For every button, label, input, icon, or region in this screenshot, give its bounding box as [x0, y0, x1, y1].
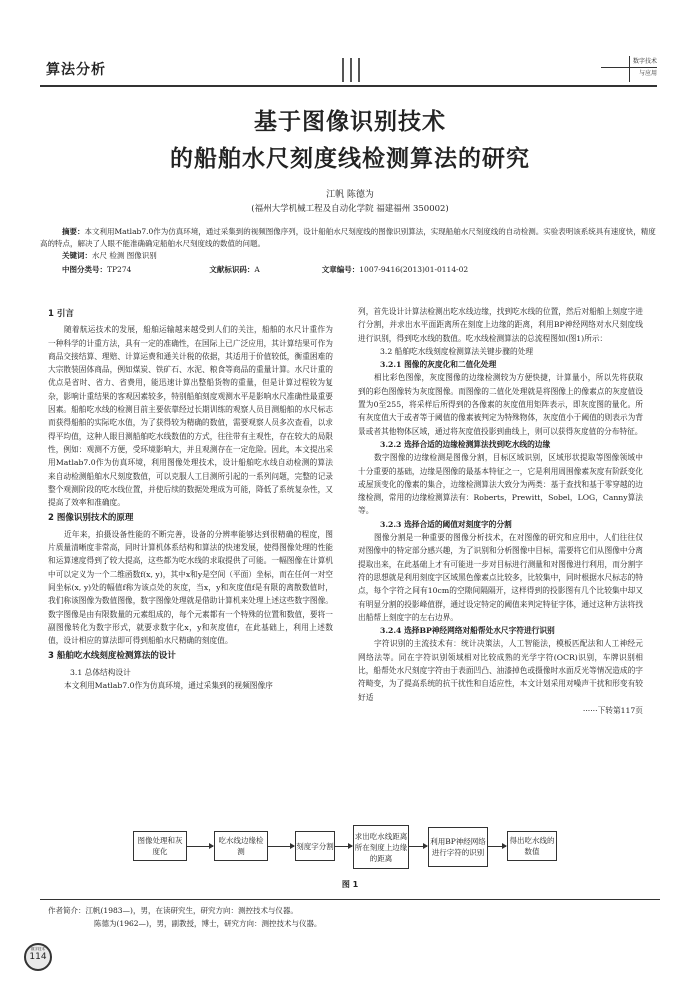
section-3-1-heading: 3.1 总体结构设计	[70, 667, 131, 677]
author-bio-1: 作者简介：江帆(1983—)，男，在读研究生，研究方向：测控技术与仪器。	[48, 906, 298, 915]
clc-value: TP274	[107, 265, 132, 274]
section-3-2-heading: 3.2 船舶吃水线刻度检测算法关键步骤的处理	[380, 346, 534, 356]
page-number: 114	[29, 952, 47, 962]
flow-step-3: 刻度字分割	[295, 831, 335, 861]
section-3-2-1-paragraph: 相比彩色图像，灰度图像的边缘检测较为方便快捷，计算量小，所以先将获取到的彩色图像转为灰度图像。而图像的二值化处理就是将图像上的像素点的灰度值设置为0至255，将采样后所得到的各像素的灰度值用矩阵表示，即灰度图的量化。所有灰度值大于或者等于阈值的像素被判定为特殊物体，灰度值小于阈值的则表示为背景或者其他物体区域，通过将灰度值投影到曲线上，则可以获得灰度值的分布特征。	[358, 373, 643, 436]
section-2-heading: 2 图像识别技术的原理	[48, 513, 134, 524]
flow-step-4: 求出吃水线距离所在刻度上边缘的距离	[353, 825, 409, 869]
keywords	[62, 250, 157, 261]
section-3-heading: 3 船舶吃水线刻度检测算法的设计	[48, 651, 176, 662]
keywords-label: 关键词：	[62, 251, 92, 260]
continued-note: ······下转第117页	[582, 705, 643, 715]
flowchart	[0, 823, 700, 871]
flow-arrow	[187, 846, 213, 847]
flow-step-1: 图像处理和灰度化	[133, 831, 187, 861]
section-1-heading: 1 引言	[48, 309, 74, 319]
section-2-paragraph: 近年来，拍摄设备性能的不断完善，设备的分辨率能够达到很精确的程度，图片质量清晰度非常高，同时计算机体系结构和算法的快速发展，使得图像处理的性能和运算速度得到了较大提高，这些都为吃水线的求取提供了可能。一幅图像在计算机中可以定义为一个二维函数f(x, y)，其中x和y是空间（平面）坐标，而在任何一对空间坐标(x, y)处的幅值f称为该点处的灰度，当x，y和灰度值f是有限的离散数值时，我们称该图像为数值图像，数字图像处理就是借助计算机来处理上述这些数字图像。数字图像是由有限数量的元素组成的，每个元素都有一个特殊的位置和数值，要将一副图像转化为数字形式，就要求数字化x，y和灰度值f，在此基础上，利用上述数值，设计相应的算法即可得到船舶水尺精确的刻度值。	[48, 529, 333, 646]
affiliation: (福州大学机械工程及自动化学院 福建福州 350002)	[251, 204, 449, 214]
section-3-2-4-paragraph: 字符识别的主流技术有：统计决策法，人工智能法，模板匹配法和人工神经元网络法等。同在字符识别领域相对比较成熟的光学字符(OCR)识别，车牌识别相比，船帮处水尺刻度字符由于表面凹凸、油漆掉色或摄像时水面反光等情况造成的字符畸变，为了提高系统的抗干扰性和自适应性，本文计划采用对噪声干扰和形变有较好适	[358, 639, 643, 702]
flow-step-2: 吃水线边缘检测	[214, 831, 268, 861]
section-3-2-1-heading: 3.2.1 图像的灰度化和二值化处理	[380, 360, 497, 370]
page-badge-label: 数字技术	[31, 947, 45, 951]
header-rule	[40, 85, 657, 87]
page-number-badge	[24, 943, 52, 971]
paper-title-line1: 基于图像识别技术	[254, 108, 446, 135]
flow-arrow	[335, 846, 352, 847]
article-number-label: 文章编号：	[321, 265, 360, 274]
section-3-2-4-heading: 3.2.4 选择BP神经网络对船帮处水尺字符进行识别	[380, 626, 555, 636]
abstract-text: 本文利用Matlab7.0作为仿真环境，通过采集到的视频图像序列，设计船舶水尺刻度线的图像识别算法，实现船舶水尺刻度线的自动检测。实验表明该系统具有速度快，精度高的特点，解决了人眼不能准确确定船舶水尺刻度线的数值的问题。	[40, 227, 656, 248]
keywords-text: 水尺 检测 图像识别	[92, 251, 157, 260]
section-header: 算法分析	[46, 62, 106, 78]
journal-logo	[601, 56, 657, 84]
section-3-2-3-paragraph: 图像分割是一种重要的图像分析技术，在对图像的研究和应用中，人们往往仅对图像中的特定部分感兴趣，为了识别和分析图像中目标，需要将它们从图像中分离提取出来，在此基础上才有可能进一步对目标进行测量和对图像进行利用，而分割字符的思想就是利用刻度字区域黑色像素点比较多，比较集中，同时根据水尺标志的特点，每个字符之间有10cm的空隙间隔隔开，这样得到的投影图有几个比较集中却又有明显分割的投影峰值群，通过设定特定的阈值来判定特征字体，通过这种方法将找出船帮上刻度字的左右边界。	[358, 533, 643, 622]
flow-arrow	[409, 846, 427, 847]
right-column	[358, 305, 643, 717]
abstract-label: 摘要：	[62, 227, 85, 236]
journal-logo-top: 数字技术	[601, 56, 657, 68]
journal-logo-bottom: 与应用	[638, 70, 657, 77]
article-number-value: 1007-9416(2013)01-0114-02	[359, 265, 469, 274]
section-3-1-continued: 列，首先设计计算法检测出吃水线边缘，找到吃水线的位置，然后对船舶上刻度字进行分割，并求出水平面距离所在刻度上边缘的距离，利用BP神经网络对水尺刻度线进行识别，得到吃水线的数值。吃水线检测算法的总流程图如(图1)所示：	[358, 307, 643, 343]
header-decoration-bars	[342, 58, 366, 86]
flow-step-6: 得出吃水线的数值	[507, 831, 557, 861]
figure-caption: 图 1	[341, 880, 359, 889]
footnote-rule	[40, 899, 660, 900]
flow-step-5: 利用BP神经网络进行字符的识别	[428, 827, 488, 867]
author-bio-2: 陈德为(1962—)，男，副教授，博士，研究方向：测控技术与仪器。	[94, 919, 322, 928]
section-3-1-paragraph: 本文利用Matlab7.0作为仿真环境，通过采集到的视频图像序	[64, 681, 273, 691]
article-meta	[62, 264, 622, 275]
section-3-2-2-paragraph: 数字图像的边缘检测是图像分割，目标区域识别，区域形状提取等图像领域中十分重要的基础，边缘是图像的最基本特征之一，它是利用周围像素灰度有阶跃变化或屋顶变化的像素的集合，边缘检测算法大致分为两类：基于查找和基于零穿越的边缘检测，常用的边缘检测算法有：Roberts，Prewitt，Sobel，LOG，Canny算法等。	[358, 453, 643, 516]
clc-label: 中图分类号：	[62, 265, 107, 274]
section-3-2-3-heading: 3.2.3 选择合适的阈值对刻度字的分割	[380, 519, 512, 529]
doc-code-label: 文献标识码：	[209, 265, 255, 274]
section-1-paragraph: 随着航运技术的发展，船舶运输越来越受到人们的关注，船舶的水尺计重作为一种科学的计重方法，具有一定的准确性，在国际上已广泛应用，其计算结果可作为商品交接结算、理赔、计算运费和通关计税的依据，其适用于价值较低，衡重困难的大宗散装固体商品，例如煤炭、铁矿石、水泥、粮食等商品的重量计算。水尺计重的优点是省时、省力、省费用，能迅速计算出整船货物的重量，但是计算过程较为复杂，影响计重结果的客观因素较多，特别船舶刻度观测水平是影响水尺准确性最重要因素。船舶吃水线的检测目前主要依靠经过长期训练的观察人员目测船舶的水尺标志而获得船舶的实际吃水值，为了获得较为精确的数值，需要观察人员多次查看，以求得平均值，这种人眼目测船舶吃水线数值的方式，往往带有主观性，存在较大的局限性，例如：观测不方便，受环境影响大，并且观测存在一定危险。因此，本文提出采用Matlab7.0作为仿真环境，利用图像处理技术，设计船舶吃水线自动检测的算法来自动检测船舶水尺刻度数值，可以克服人工目测所引起的一系列问题，完整的记录整个观测阶段的吃水线位置，并使后续的数据处理成为可能，降低了系统复杂性，又提高了效率和准确度。	[48, 325, 333, 508]
doc-code-value: A	[254, 265, 260, 274]
flow-arrow	[488, 846, 506, 847]
authors: 江帆 陈德为	[326, 190, 374, 200]
left-column	[48, 305, 333, 692]
section-3-2-2-heading: 3.2.2 选择合适的边缘检测算法找到吃水线的边缘	[380, 439, 551, 449]
abstract	[40, 226, 660, 250]
paper-title-line2: 的船舶水尺刻度线检测算法的研究	[170, 145, 530, 172]
flow-arrow	[268, 846, 294, 847]
